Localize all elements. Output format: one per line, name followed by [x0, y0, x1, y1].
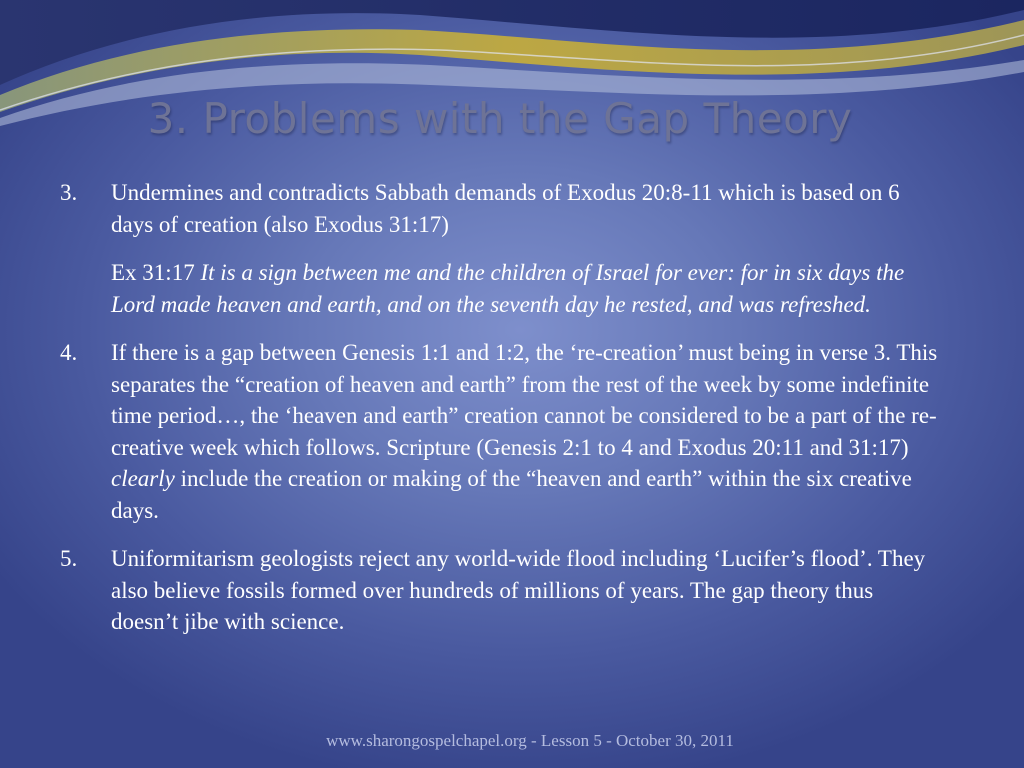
scripture-quote — [111, 257, 921, 320]
list-text-part: If there is a gap between Genesis 1:1 and 1:2, the ‘re-creation’ must being in verse 3. This separates the “creation of heaven and earth” from the rest of the week by some indefinite time period…, the ‘heaven and earth” creation cannot be considered to be a part of the re-creative week which follows. Scripture (Genesis 2:1 to 4 and Exodus 20:11 and 31:17) — [111, 340, 938, 460]
quote-reference: Ex 31:17 — [111, 260, 195, 285]
emphasis-text: clearly — [111, 466, 175, 491]
quote-text: It is a sign between me and the children of Israel for ever: for in six days the Lord made heaven and earth, and on the seventh day he rested, and was refreshed. — [111, 260, 905, 317]
list-text: Undermines and contradicts Sabbath demands of Exodus 20:8-11 which is based on 6 days of creation (also Exodus 31:17) — [111, 180, 900, 237]
list-number: 3. — [60, 180, 78, 205]
list-item-5 — [60, 543, 960, 638]
list-item-3 — [60, 177, 960, 240]
slide-title: 3. Problems with the Gap Theory — [147, 94, 853, 143]
list-text-part: include the creation or making of the “heaven and earth” within the six creative days. — [111, 466, 912, 523]
list-number: 4. — [60, 340, 78, 365]
list-number: 5. — [60, 546, 78, 571]
list-text: Uniformitarism geologists reject any world-wide flood including ‘Lucifer’s flood’. They also believe fossils formed over hundreds of millions of years. The gap theory thus doesn’t jibe with science. — [111, 546, 926, 634]
slide-footer: www.sharongospelchapel.org - Lesson 5 - October 30, 2011 — [326, 731, 734, 750]
slide-body — [60, 177, 960, 655]
list-text — [111, 337, 941, 526]
list-item-4 — [60, 337, 960, 526]
